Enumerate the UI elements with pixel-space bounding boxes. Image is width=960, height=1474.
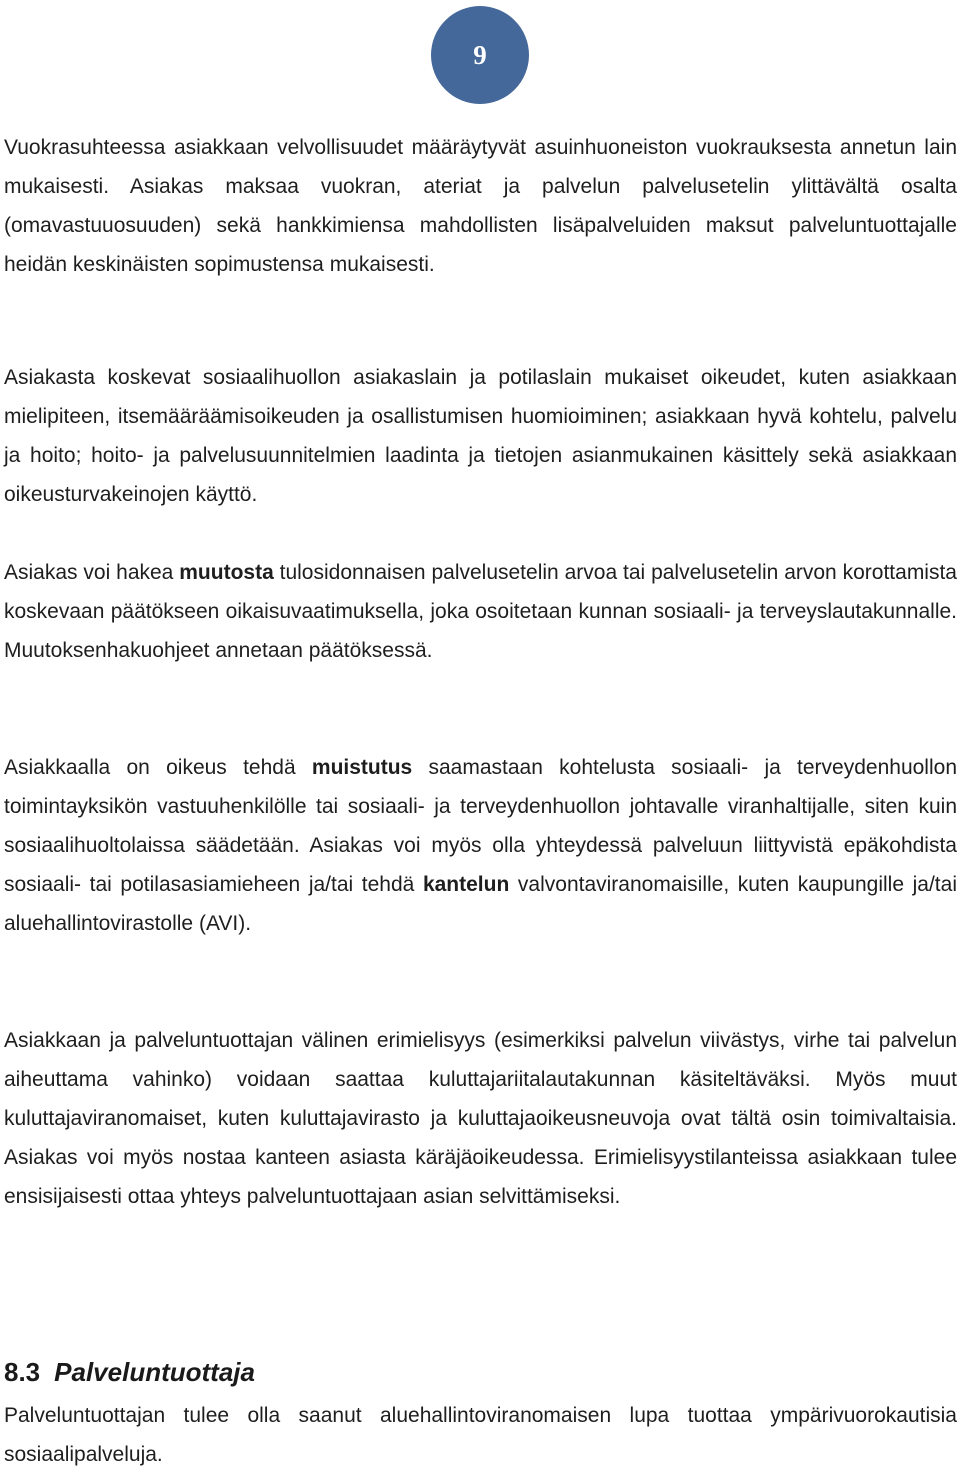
page-number-badge — [431, 6, 529, 104]
text-span: saamastaan kohtelusta sosiaali- ja terveydenhuollon toimintayksikön vastuuhenkilölle tai sosiaali- ja terveydenhuollon johtavalle viranhaltijalle, siten kuin sosiaalihuoltolaissa säädetään. Asiakas voi myös olla yhteydessä palveluun liittyvistä epäkohdista sosiaali- tai potilasasiamieheen ja/tai tehdä — [4, 756, 957, 896]
page-number: 9 — [473, 39, 487, 70]
bold-term-muistutus: muistutus — [311, 756, 413, 779]
paragraph-disputes: Asiakkaan ja palveluntuottajan välinen erimielisyys (esimerkiksi palvelun viivästys, virhe tai palvelun aiheuttama vahinko) voidaan saattaa kuluttajariitalautakunnan käsiteltäväksi. Myös muut kuluttajaviranomaiset, kuten kuluttajavirasto ja kuluttajaoikeusneuvoja ovat tältä osin toimivaltaisia. Asiakas voi myös nostaa kanteen asiasta käräjäoikeudessa. Erimielisyystilanteissa asiakkaan tulee ensisijaisesti ottaa yhteys palveluntuottajaan asian selvittämiseksi. — [4, 1029, 957, 1208]
text-span: Asiakas voi hakea — [4, 561, 180, 584]
paragraph-complaint — [4, 748, 957, 943]
text-span: Asiakkaalla on oikeus tehdä — [4, 756, 312, 779]
bold-term-muutosta: muutosta — [179, 561, 274, 584]
section-heading — [4, 1352, 255, 1392]
text-span: tulosidonnaisen palvelusetelin arvoa tai palvelusetelin arvon korottamista koskevaan päätökseen oikaisuvaatimuksella, joka osoitetaan kunnan sosiaali- ja terveyslautakunnalle. Muutoksenhakuohjeet annetaan päätöksessä. — [4, 561, 957, 662]
text-span: valvontaviranomaisille, kuten kaupungille ja/tai aluehallintovirastolle (AVI). — [4, 873, 957, 935]
section-title: Palveluntuottaja — [54, 1357, 255, 1387]
paragraph-service-provider: Palveluntuottajan tulee olla saanut aluehallintoviranomaisen lupa tuottaa ympärivuorokautisia sosiaalipalveluja. — [4, 1404, 957, 1466]
bold-term-kantelun: kantelun — [422, 873, 510, 896]
section-number: 8.3 — [4, 1357, 41, 1387]
paragraph-client-rights: Asiakasta koskevat sosiaalihuollon asiakaslain ja potilaslain mukaiset oikeudet, kuten asiakkaan mielipiteen, itsemääräämisoikeuden ja osallistumisen huomioiminen; asiakkaan hyvä kohtelu, palvelu ja hoito; hoito- ja palvelusuunnitelmien laadinta ja tietojen asianmukainen käsittely sekä asiakkaan oikeusturvakeinojen käyttö. — [4, 366, 957, 506]
paragraph-tenant-obligations: Vuokrasuhteessa asiakkaan velvollisuudet määräytyvät asuinhuoneiston vuokrauksesta annetun lain mukaisesti. Asiakas maksaa vuokran, ateriat ja palvelun palvelusetelin ylittävältä osalta (omavastuuosuuden) sekä hankkimiensa mahdollisten lisäpalveluiden maksut palveluntuottajalle heidän keskinäisten sopimustensa mukaisesti. — [4, 136, 957, 276]
paragraph-appeal — [4, 553, 957, 670]
